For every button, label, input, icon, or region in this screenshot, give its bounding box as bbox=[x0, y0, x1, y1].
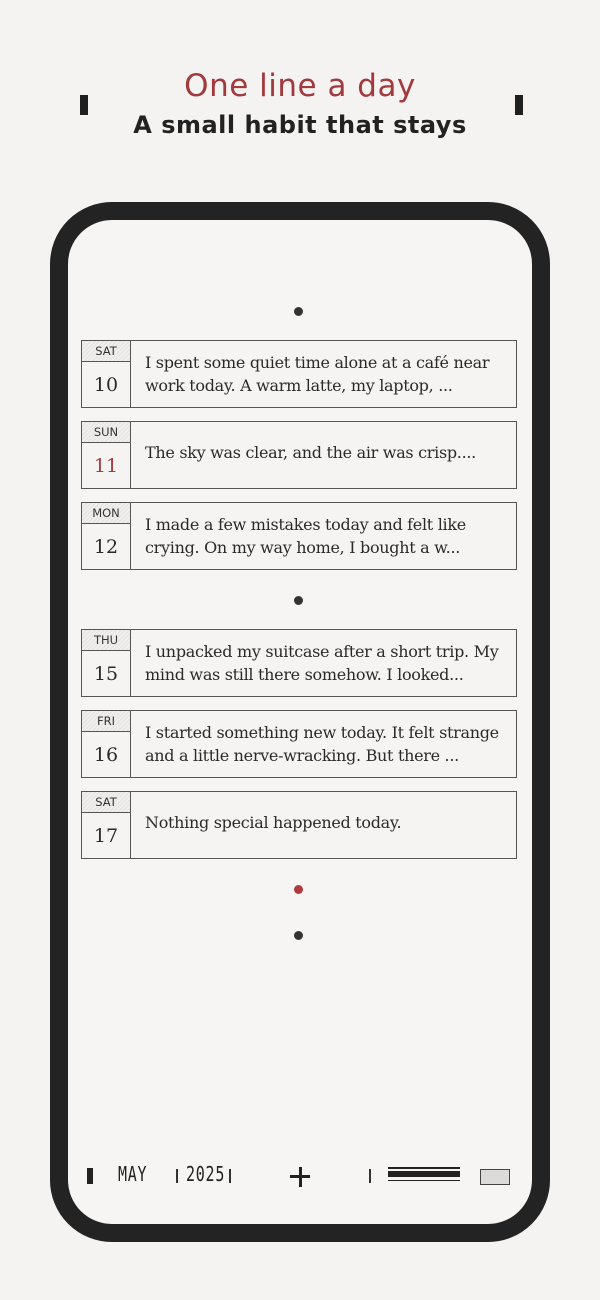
entry-line: I made a few mistakes today and felt like bbox=[145, 515, 466, 534]
date-cell bbox=[82, 792, 131, 858]
journal-entry[interactable] bbox=[81, 502, 517, 570]
promo-title: One line a day bbox=[184, 68, 416, 104]
date-cell bbox=[82, 630, 131, 696]
weekday-label: THU bbox=[82, 630, 130, 651]
entry-line: crying. On my way home, I bought a w... bbox=[145, 538, 461, 557]
toolbar-marker bbox=[87, 1168, 93, 1184]
add-entry-button[interactable] bbox=[286, 1163, 314, 1191]
day-number: 12 bbox=[93, 535, 119, 558]
weekday-label: SUN bbox=[82, 422, 130, 443]
entry-line: I unpacked my suitcase after a short trip. My bbox=[145, 642, 499, 661]
day-number: 10 bbox=[93, 373, 119, 396]
year-selector[interactable]: 2025 bbox=[186, 1162, 226, 1186]
date-cell bbox=[82, 422, 131, 488]
list-view-icon[interactable] bbox=[388, 1167, 460, 1183]
bottom-toolbar bbox=[68, 1152, 532, 1202]
entry-preview bbox=[131, 630, 516, 696]
day-number: 17 bbox=[93, 824, 119, 847]
promo-subtitle: A small habit that stays bbox=[133, 111, 467, 139]
journal-entry[interactable] bbox=[81, 791, 517, 859]
promo-header bbox=[0, 0, 600, 200]
date-cell bbox=[82, 711, 131, 777]
entry-line: I spent some quiet time alone at a café near bbox=[145, 353, 490, 372]
weekday-label: MON bbox=[82, 503, 130, 524]
empty-day-dot[interactable] bbox=[294, 596, 303, 605]
entry-line: work today. A warm latte, my laptop, ... bbox=[145, 376, 453, 395]
separator bbox=[176, 1169, 178, 1183]
entry-preview bbox=[131, 711, 516, 777]
date-cell bbox=[82, 341, 131, 407]
entry-preview bbox=[131, 341, 516, 407]
entry-line: and a little nerve-wracking. But there ... bbox=[145, 746, 459, 765]
day-number: 15 bbox=[93, 662, 119, 685]
month-selector[interactable]: MAY bbox=[118, 1162, 148, 1186]
day-number: 11 bbox=[93, 454, 119, 477]
entry-line: The sky was clear, and the air was crisp.... bbox=[145, 442, 476, 462]
separator bbox=[229, 1169, 231, 1183]
journal-entry[interactable] bbox=[81, 340, 517, 408]
date-cell bbox=[82, 503, 131, 569]
entry-preview bbox=[131, 503, 516, 569]
weekday-label: SAT bbox=[82, 341, 130, 362]
empty-day-dot[interactable] bbox=[294, 931, 303, 940]
entry-line: mind was still there somehow. I looked... bbox=[145, 665, 464, 684]
weekday-label: SAT bbox=[82, 792, 130, 813]
separator bbox=[369, 1169, 371, 1183]
entry-line: Nothing special happened today. bbox=[145, 812, 402, 832]
decorative-bar-right bbox=[515, 95, 523, 115]
phone-frame bbox=[50, 202, 550, 1242]
card-view-icon[interactable] bbox=[480, 1169, 510, 1185]
entry-preview bbox=[131, 422, 516, 488]
journal-screen bbox=[68, 220, 532, 1224]
today-dot[interactable] bbox=[294, 885, 303, 894]
entry-preview bbox=[131, 792, 516, 858]
journal-entry[interactable] bbox=[81, 629, 517, 697]
weekday-label: FRI bbox=[82, 711, 130, 732]
entry-line: I started something new today. It felt strange bbox=[145, 723, 499, 742]
empty-day-dot[interactable] bbox=[294, 307, 303, 316]
journal-entry[interactable] bbox=[81, 710, 517, 778]
day-number: 16 bbox=[93, 743, 119, 766]
journal-entry[interactable] bbox=[81, 421, 517, 489]
